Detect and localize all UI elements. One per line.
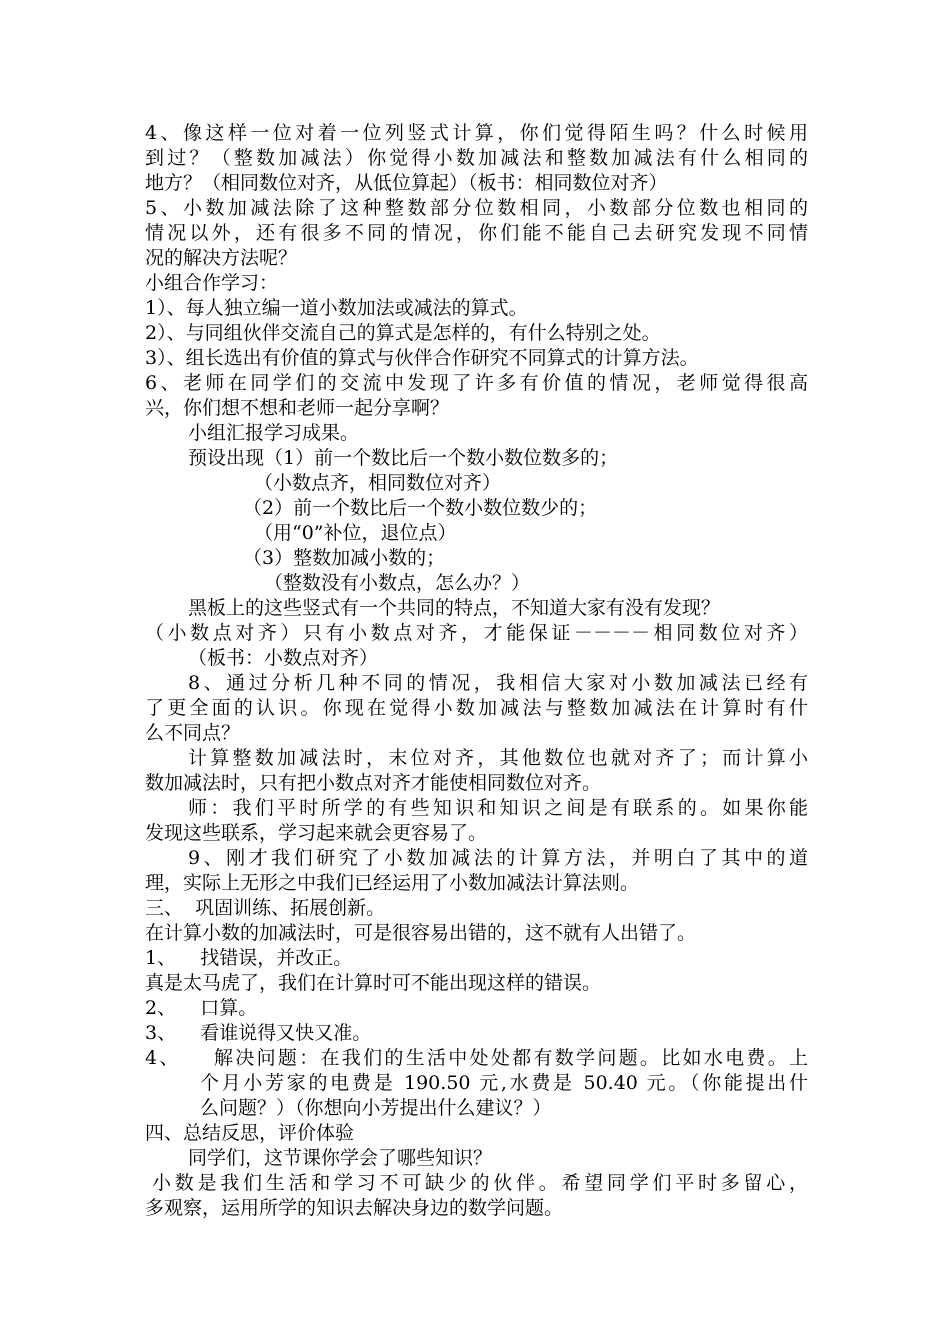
text-line: 理，实际上无形之中我们已经运用了小数加减法计算法则。 (145, 872, 640, 894)
text-line: 个月小芳家的电费是 190.50 元,水费是 50.40 元。（你能提出什 (200, 1072, 808, 1094)
text-line: 多观察，运用所学的知识去解决身边的数学问题。 (145, 1197, 564, 1219)
text-line: 小数是我们生活和学习不可缺少的伙伴。希望同学们平时多留心， (152, 1172, 808, 1194)
text-line: 到过？（整数加减法）你觉得小数加减法和整数加减法有什么相同的 (145, 147, 808, 169)
text-line: （整数没有小数点，怎么办？） (264, 572, 531, 594)
text-line: （小数点对齐）只有小数点对齐，才能保证－－－－相同数位对齐） (145, 622, 808, 644)
text-line: 小组汇报学习成果。 (188, 422, 360, 444)
text-line: （2）前一个数比后一个数小数位数少的； (243, 497, 598, 519)
text-line: 三、 巩固训练、拓展创新。 (145, 897, 386, 919)
text-line: 黑板上的这些竖式有一个共同的特点，不知道大家有没有发现？ (188, 597, 721, 619)
text-line: 8、通过分析几种不同的情况，我相信大家对小数加减法已经有 (188, 672, 808, 694)
text-line: 小组合作学习： (145, 272, 279, 294)
text-line: 1、 找错误，并改正。 (145, 947, 353, 969)
text-line: 数加减法时，只有把小数点对齐才能使相同数位对齐。 (145, 772, 602, 794)
text-line: 9、刚才我们研究了小数加减法的计算方法，并明白了其中的道 (188, 847, 808, 869)
text-line: 4、像这样一位对着一位列竖式计算，你们觉得陌生吗？什么时候用 (145, 122, 808, 144)
text-line: 在计算小数的加减法时，可是很容易出错的，这不就有人出错了。 (145, 922, 697, 944)
text-line: （用“0”补位，退位点） (254, 522, 457, 544)
text-line: 么问题？）（你想向小芳提出什么建议？） (200, 1097, 552, 1119)
text-line: 预设出现（1）前一个数比后一个数小数位数多的； (188, 447, 619, 469)
text-line: 情况以外，还有很多不同的情况，你们能不能自己去研究发现不同情 (145, 222, 808, 244)
text-line: 2）、与同组伙伴交流自己的算式是怎样的，有什么特别之处。 (145, 322, 661, 344)
text-line: 4、 解决问题：在我们的生活中处处都有数学问题。比如水电费。上 (145, 1047, 808, 1069)
text-line: 了更全面的认识。你现在觉得小数加减法与整数加减法在计算时有什 (145, 697, 808, 719)
text-line: 真是太马虎了，我们在计算时可不能出现这样的错误。 (145, 972, 602, 994)
text-line: 况的解决方法呢？ (145, 247, 298, 269)
text-line: 3）、组长选出有价值的算式与伙伴合作研究不同算式的计算方法。 (145, 347, 699, 369)
text-line: 四、总结反思，评价体验 (145, 1122, 355, 1144)
text-line: （小数点齐，相同数位对齐） (254, 472, 502, 494)
text-line: 同学们，这节课你学会了哪些知识？ (188, 1147, 493, 1169)
text-line: 3、 看谁说得又快又准。 (145, 1022, 372, 1044)
text-line: 6、老师在同学们的交流中发现了许多有价值的情况，老师觉得很高 (145, 372, 808, 394)
text-line: 兴，你们想不想和老师一起分享啊？ (145, 397, 450, 419)
text-line: 地方？（相同数位对齐，从低位算起）（板书：相同数位对齐） (145, 172, 668, 194)
text-line: （3）整数加减小数的； (243, 547, 446, 569)
text-line: 么不同点？ (145, 722, 241, 744)
text-line: 2、 口算。 (145, 997, 258, 1019)
text-line: 发现这些联系，学习起来就会更容易了。 (145, 822, 488, 844)
text-line: 师：我们平时所学的有些知识和知识之间是有联系的。如果你能 (188, 797, 808, 819)
text-line: （板书：小数点对齐） (188, 647, 379, 669)
text-line: 1）、每人独立编一道小数加法或减法的算式。 (145, 297, 528, 319)
text-line: 5、小数加减法除了这种整数部分位数相同，小数部分位数也相同的 (145, 197, 808, 219)
text-line: 计算整数加减法时，末位对齐，其他数位也就对齐了；而计算小 (188, 747, 808, 769)
